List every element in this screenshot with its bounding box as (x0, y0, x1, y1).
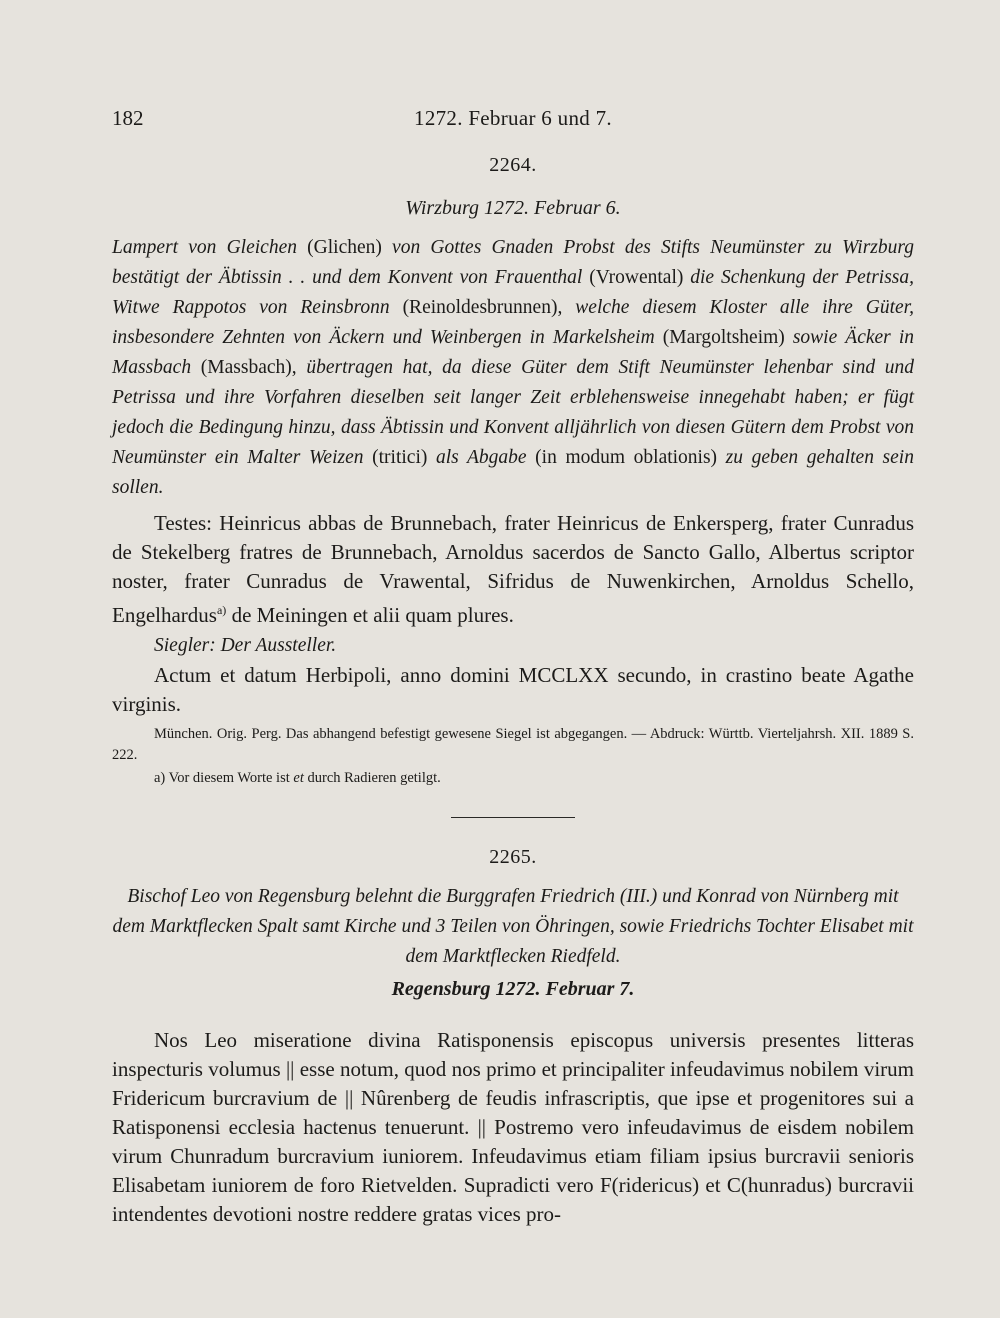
regest-segment: übertragen hat, da diese Güter dem Stift Neumünster lehenbar sind und Petrissa und ihre Vorfahren dieselben seit langer Zeit erblehensweise innegehabt haben; er fügt jedoch die Bedingung hinzu, dass Äbtissin und Konvent alljährlich von diesen Gütern dem Probst von Neumünster ein Malter Weizen (112, 357, 915, 468)
regest-segment: die Schenkung der Petrissa, Witwe Rappotos von Reinsbronn (112, 267, 915, 318)
footnote-text: a) Vor diesem Worte ist (154, 770, 294, 786)
charter-number-2265: 2265. (489, 846, 537, 868)
regest-segment: Lampert von Gleichen (112, 237, 308, 258)
archival-notes: München. Orig. Perg. Das abhangend befestigt gewesene Siegel ist abgegangen. — Abdruck: Württb. Vierteljahrsh. XII. 1889 S. 222. (112, 726, 914, 763)
actum-paragraph: Actum et datum Herbipoli, anno domini MCCLXX secundo, in crastino beate Agathe virginis. (112, 663, 914, 716)
regest-segment: sowie Äcker in Massbach (112, 327, 914, 378)
running-title: 1272. Februar 6 und 7. (414, 106, 612, 130)
regest-segment: (Glichen) (307, 237, 393, 258)
testes-text-end: de Meiningen et alii quam plures. (226, 603, 514, 627)
regest-segment: (in modum oblationis) (535, 447, 726, 468)
testes-paragraph (112, 509, 914, 630)
charter-text-2265: Nos Leo miseratione divina Ratisponensis episcopus universis presentes litteras inspecturis volumus || esse notum, quod nos primo et principaliter infeudavimus nobilem virum Fridericum burcravium de || Nûrenberg de feudis infrascriptis, que ipse et progenitores sui a Ratisponensi ecclesia hactenus tenuerunt. || Postremo vero infeudavimus de eisdem nobilem virum Chunradum burcravium iuniorem. Infeudavimus etiam filiam ipsius burcravii senioris Elisabetam iuniorem de foro Rietvelden. Supradicti vero F(ridericus) et C(hunradus) burcravii intendentes devotioni nostre reddere gratas vices pro- (112, 1028, 914, 1226)
testes-text: Testes: Heinricus abbas de Brunnebach, frater Heinricus de Enkersperg, frater Cunradus de Stekelberg fratres de Brunnebach, Arnoldus sacerdos de Sancto Gallo, Albertus scriptor noster, frater Cunradus de Vrawental, Sifridus de Nuwenkirchen, Arnoldus Schello, Engelhardus (112, 511, 914, 627)
regest-segment: (Vrowental) (589, 267, 691, 288)
sealer-line: Siegler: Der Aussteller. (154, 635, 337, 656)
regest-segment: als Abgabe (435, 447, 536, 468)
footnote-marker: a) (216, 603, 227, 617)
regest-segment: (Massbach), (200, 357, 307, 378)
footnote-emphasis: et (293, 770, 304, 786)
regest-segment: (tritici) (372, 447, 436, 468)
document-body (112, 152, 914, 1229)
charter-number-2264: 2264. (489, 154, 537, 176)
footnote-text-end: durch Radieren getilgt. (303, 770, 441, 786)
charter-regest-2265: Bischof Leo von Regensburg belehnt die Burggrafen Friedrich (III.) und Konrad von Nürnberg mit dem Marktflecken Spalt samt Kirche und 3 Teilen von Öhringen, sowie Friedrichs Tochter Elisabet mit dem Marktflecken Riedfeld. (112, 886, 914, 967)
regest-segment: zu geben gehalten sein sollen. (112, 447, 914, 498)
charter-place-date-2265: Regensburg 1272. Februar 7. (391, 978, 635, 1000)
running-head (112, 106, 914, 136)
regest-segment: (Reinoldesbrunnen), (402, 297, 576, 318)
regest-segment: welche diesem Kloster alle ihre Güter, insbesondere Zehnten von Äckern und Weinbergen in Markelsheim (112, 297, 914, 348)
charter-regest-2264 (112, 233, 914, 503)
section-divider (451, 817, 575, 818)
regest-segment: von Gottes Gnaden Probst des Stifts Neumünster zu Wirzburg bestätigt der Äbtissin . . und dem Konvent von Frauenthal (112, 237, 914, 288)
footnote (154, 768, 914, 789)
charter-place-date-2264: Wirzburg 1272. Februar 6. (405, 197, 621, 219)
page-number: 182 (112, 106, 144, 130)
regest-segment: (Margoltsheim) (662, 327, 793, 348)
